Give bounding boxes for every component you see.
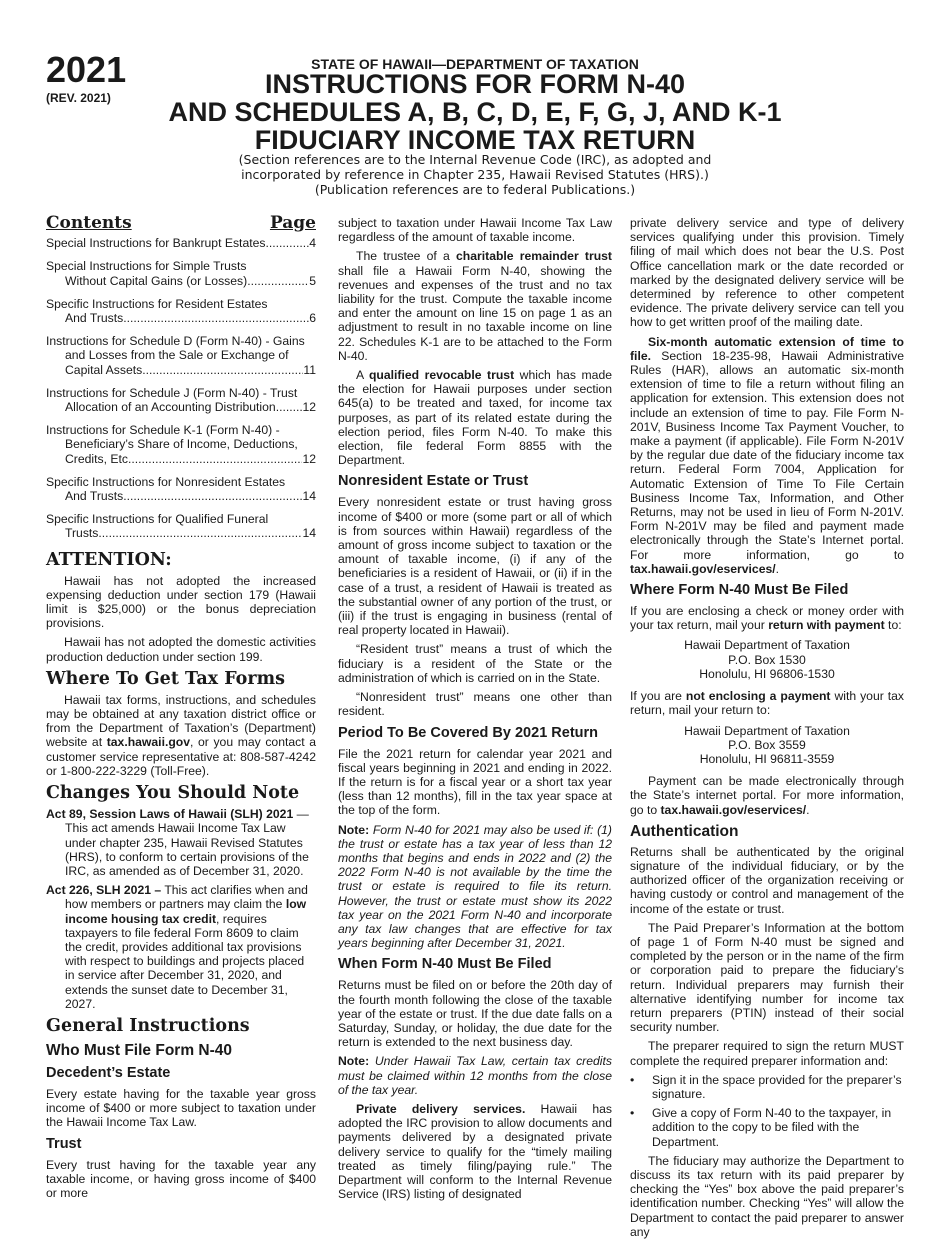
paragraph: private delivery service and type of delivery services qualifying under this provision. Timely filing of mail which does not bear the U.S. Post Office cancellation mark or the date recorded or marked by the designated delivery service will be determined by reference to other competent evidence. The private delivery service can tell you how to get written proof of the mailing date. [630,216,904,330]
note-paragraph: Note: Form N-40 for 2021 may also be used if: (1) the trust or estate has a tax year of less than 12 months that begins and ends in 2022 and (2) the 2022 Form N-40 is not available by the time the trust or estate is required to file its return. However, the trust or estate must show its 2022 tax year on the 2021 Form N-40 and incorporate any tax law changes that are effective for tax years beginning after December 31, 2021. [338,822,612,951]
contents-entry[interactable] [46,386,316,414]
agency-name: STATE OF HAWAII—DEPARTMENT OF TAXATION [311,56,639,72]
column-3 [630,216,904,1244]
trust-paragraph: Every trust having for the taxable year any taxable income, or having gross income of $400 or more [46,1157,316,1200]
leader-dots [123,489,302,503]
attention-paragraph: Hawaii has not adopted the increased expensing deduction under section 179 (Hawaii limit is $25,000) or the bonus depreciation provisions. [46,573,316,631]
leader-dots [131,452,302,466]
contents-entry[interactable] [46,259,316,287]
authentication-paragraph: The preparer required to sign the return MUST complete the required preparer information and: [630,1039,904,1068]
contents-entry[interactable] [46,334,316,377]
where-to-get-paragraph: Hawaii tax forms, instructions, and schedules may be obtained at any taxation district office or from the Department of Taxation’s (Department) website at tax.hawaii.gov, or you may contact a customer service representative at: 808-587-4242 or 1-800-222-3229 (Toll-Free). [46,692,316,778]
leader-dots [247,274,309,288]
charitable-remainder-paragraph: The trustee of a charitable remainder trust shall file a Hawaii Form N-40, showing the revenues and expenses of the trust and no tax liability for the trust. Compute the taxable income and enter the amount on line 15 on page 1 as an adjustment to result in no taxable income on line 22. Schedules K-1 are to be attached to the Form N-40. [338,249,612,363]
column-1 [46,213,316,1205]
who-must-file-heading: Who Must File Form N-40 [46,1041,232,1059]
column-2 [338,216,612,1206]
page-title-line-3: FIDUCIARY INCOME TAX RETURN [254,125,696,155]
act-226-paragraph: Act 226, SLH 2021 – This act clarifies when and how members or partners may claim the low income housing tax credit, requires taxpayers to file federal Form 8609 to claim the credit, provides additional tax provisions with respect to buildings and projects placed in service after December 31, 2020, and extends the sunset date to December 31, 2027. [46,883,308,1011]
contents-entry-title: and Losses from the Sale or Exchange of [65,348,289,363]
revision-label: (REV. 2021) [46,91,111,105]
leader-dots [265,236,309,250]
leader-dots [142,363,303,377]
eservices-link[interactable]: tax.hawaii.gov/eservices/ [630,561,776,576]
general-instructions-heading: General Instructions [46,1015,250,1036]
page-title-line-1: INSTRUCTIONS FOR FORM N-40 [264,69,685,99]
trust-heading: Trust [46,1135,82,1152]
contents-page-number: 11 [303,362,316,377]
contents-entry-title: Specific Instructions for Resident Estates [46,296,268,311]
page-title-line-2: AND SCHEDULES A, B, C, D, E, F, G, J, AND K-1 [168,97,782,127]
section-reference-note [0,152,950,197]
eservices-link[interactable]: tax.hawaii.gov/eservices/ [660,802,807,817]
form-year: 2021 [46,49,127,90]
authentication-paragraph: The Paid Preparer’s Information at the bottom of page 1 of Form N-40 must be signed and completed by the person or in the name of the firm or corporation paid to prepare the fiduciary’s return. Individual preparers may furnish their alternative identifying number for income tax return preparers (PTIN) instead of their social security number. [630,920,904,1035]
list-item: • Sign it in the space provided for the preparer’s signature. [630,1072,902,1101]
contents-heading: Contents [46,213,132,233]
contents-entry-title: Special Instructions for Bankrupt Estates [46,236,266,251]
where-to-file-heading: Where Form N-40 Must Be Filed [630,582,849,599]
contents-entry-title: Instructions for Schedule D (Form N-40) - Gains [46,334,305,349]
contents-entry[interactable] [46,297,316,325]
contents-entry[interactable] [46,475,316,503]
contents-entry-title: Special Instructions for Simple Trusts [46,259,247,274]
resident-trust-definition: “Resident trust” means a trust of which the fiduciary is a resident of the State or the administration of which is carried on in the State. [338,642,612,685]
where-to-get-heading: Where To Get Tax Forms [46,668,285,689]
subtitle-line-3: (Publication references are to federal Publications.) [314,182,636,197]
nonresident-trust-definition: “Nonresident trust” means one other than resident. [338,690,612,719]
period-heading: Period To Be Covered By 2021 Return [338,724,599,741]
leader-dots [123,311,309,325]
contents-entry[interactable] [46,512,316,540]
subtitle-line-1: (Section references are to the Internal Revenue Code (IRC), as adopted and [238,152,712,167]
qualified-revocable-paragraph: A qualified revocable trust which has made the election for Hawaii purposes under section 645(a) to be treated and taxed, for income tax purposes, as part of its related estate during the election period, files Form N-40. To make this election, file federal Form 8855 with the Department. [338,368,613,468]
contents-entry-title: Specific Instructions for Nonresident Estates [46,474,286,489]
period-paragraph: File the 2021 return for calendar year 2021 and fiscal years beginning in 2021 and ending in 2022. If the return is for a fiscal year or a short tax year (less than 12 months), fill in the tax year space at the top of the form. [338,746,612,818]
contents-entry-title: Specific Instructions for Qualified Funeral [46,512,269,527]
table-of-contents [46,236,316,540]
note-paragraph: Note: Under Hawaii Tax Law, certain tax credits must be claimed within 12 months from the close of the tax year. [338,1054,612,1097]
authentication-paragraph: Returns shall be authenticated by the original signature of the individual fiduciary, or by the authorized officer of the organization receiving or having custody or control and management of the income of the estate or trust. [630,844,904,916]
without-payment-paragraph: If you are not enclosing a payment with your tax return, mail your return to: [630,689,904,718]
decedent-estate-heading: Decedent’s Estate [46,1064,171,1081]
when-to-file-heading: When Form N-40 Must Be Filed [338,956,552,973]
changes-heading: Changes You Should Note [46,783,300,804]
contents-entry-title: Credits, Etc. [65,451,132,466]
contents-entry-title: Beneficiary’s Share of Income, Deductions, [65,437,298,452]
subtitle-line-2: incorporated by reference in Chapter 235, Hawaii Revised Statutes (HRS).) [241,167,709,182]
when-to-file-paragraph: Returns must be filed on or before the 20th day of the fourth month following the close of the taxable year of the estate or trust. If the due date falls on a Saturday, Sunday, or holiday, the due date for the return is extended to the next business day. [338,978,612,1050]
contents-page-number: 4 [309,236,316,251]
contents-page-number: 6 [309,311,316,326]
attention-paragraph: Hawaii has not adopted the domestic activities production deduction under section 199. [46,635,316,664]
attention-heading: ATTENTION: [46,549,172,570]
nonresident-heading: Nonresident Estate or Trust [338,473,529,490]
contents-header [46,213,316,233]
electronic-payment-paragraph: Payment can be made electronically through the State’s internet portal. For more information, go to tax.hawaii.gov/eservices/. [630,774,904,817]
contents-entry[interactable] [46,236,316,250]
leader-dots [98,526,302,540]
contents-page-number: 5 [309,273,316,288]
contents-page-number: 12 [302,400,316,415]
mailing-address-with-payment: Hawaii Department of Taxation P.O. Box 1530 Honolulu, HI 96806-1530 [684,638,850,681]
contents-page-number: 14 [302,489,316,504]
authentication-heading: Authentication [630,822,739,840]
website-link[interactable]: tax.hawaii.gov [106,735,191,750]
paragraph: subject to taxation under Hawaii Income Tax Law regardless of the amount of taxable income. [338,216,612,245]
with-payment-paragraph: If you are enclosing a check or money order with your tax return, mail your return with payment to: [630,604,904,633]
contents-entry-title: And Trusts [65,311,124,326]
contents-entry[interactable] [46,423,316,466]
authentication-paragraph: The fiduciary may authorize the Department to discuss its tax return with its paid preparer by checking the “Yes” box above the paid preparer’s identification number. Checking “Yes” will allow the Department to contact the paid preparer to answer any [630,1153,904,1239]
private-delivery-paragraph: Private delivery services. Hawaii has adopted the IRC provision to allow documents and payments delivered by a designated private delivery service to qualify for the “timely mailing treated as timely filing/paying rule.” The Department will conform to the Internal Revenue Service (IRS) listing of designated [338,1101,612,1202]
contents-entry-title: Trusts [65,526,99,541]
contents-page-number: 14 [302,526,316,541]
contents-entry-title: Without Capital Gains (or Losses) [65,273,248,288]
contents-entry-title: Capital Assets [65,362,143,377]
decedent-estate-paragraph: Every estate having for the taxable year gross income of $400 or more subject to taxation under the Hawaii Income Tax Law. [46,1086,316,1130]
leader-dots [276,400,303,414]
act-89-paragraph: Act 89, Session Laws of Hawaii (SLH) 2021 — This act amends Hawaii Income Tax Law under chapter 235, Hawaii Revised Statutes (HRS), to conform to certain provisions of the IRC, as amended as of December 31, 2020. [46,807,309,878]
contents-entry-title: Instructions for Schedule J (Form N-40) - Trust [46,385,298,400]
extension-paragraph: Six-month automatic extension of time to file. Section 18-235-98, Hawaii Administrative Rules (HAR), allows an automatic six-month extension of time to file a return without filing an application for extension. This extension does not include an extension of time to pay. File Form N-201V, Business Income Tax Payment Voucher, to make a payment (if applicable). File Form N-201V by the regular due date of the fiduciary income tax return. Federal Form 7004, Application for Automatic Extension of Time To File Certain Business Income Tax, Information, and Other Returns, may not be used in lieu of Form N-201V. Form N-201V may be filed and payment made electronically through the State’s Internet portal. For more information, go to tax.hawaii.gov/eservices/. [630,334,904,576]
contents-page-number: 12 [302,451,316,466]
nonresident-paragraph: Every nonresident estate or trust having gross income of $400 or more (some part or all of which is from sources within Hawaii) regardless of the amount of gross income subject to taxation or the amount of taxable income, (i) if any of the beneficiaries is a resident of Hawaii, or (ii) if in the case of a trust, a resident of Hawaii is treated as the substantial owner of any portion of the trust, or (iii) if the trust is engaging in business (rental of real property located in Hawaii). [338,495,612,638]
mailing-address-without-payment: Hawaii Department of Taxation P.O. Box 3559 Honolulu, HI 96811-3559 [684,723,850,766]
contents-entry-title: Allocation of an Accounting Distribution [65,400,276,415]
contents-entry-title: Instructions for Schedule K-1 (Form N-40) - [46,423,280,438]
list-item: • Give a copy of Form N-40 to the taxpayer, in addition to the copy to be filed with the Department. [630,1106,892,1149]
contents-entry-title: And Trusts [65,489,124,504]
page-heading: Page [269,213,316,233]
